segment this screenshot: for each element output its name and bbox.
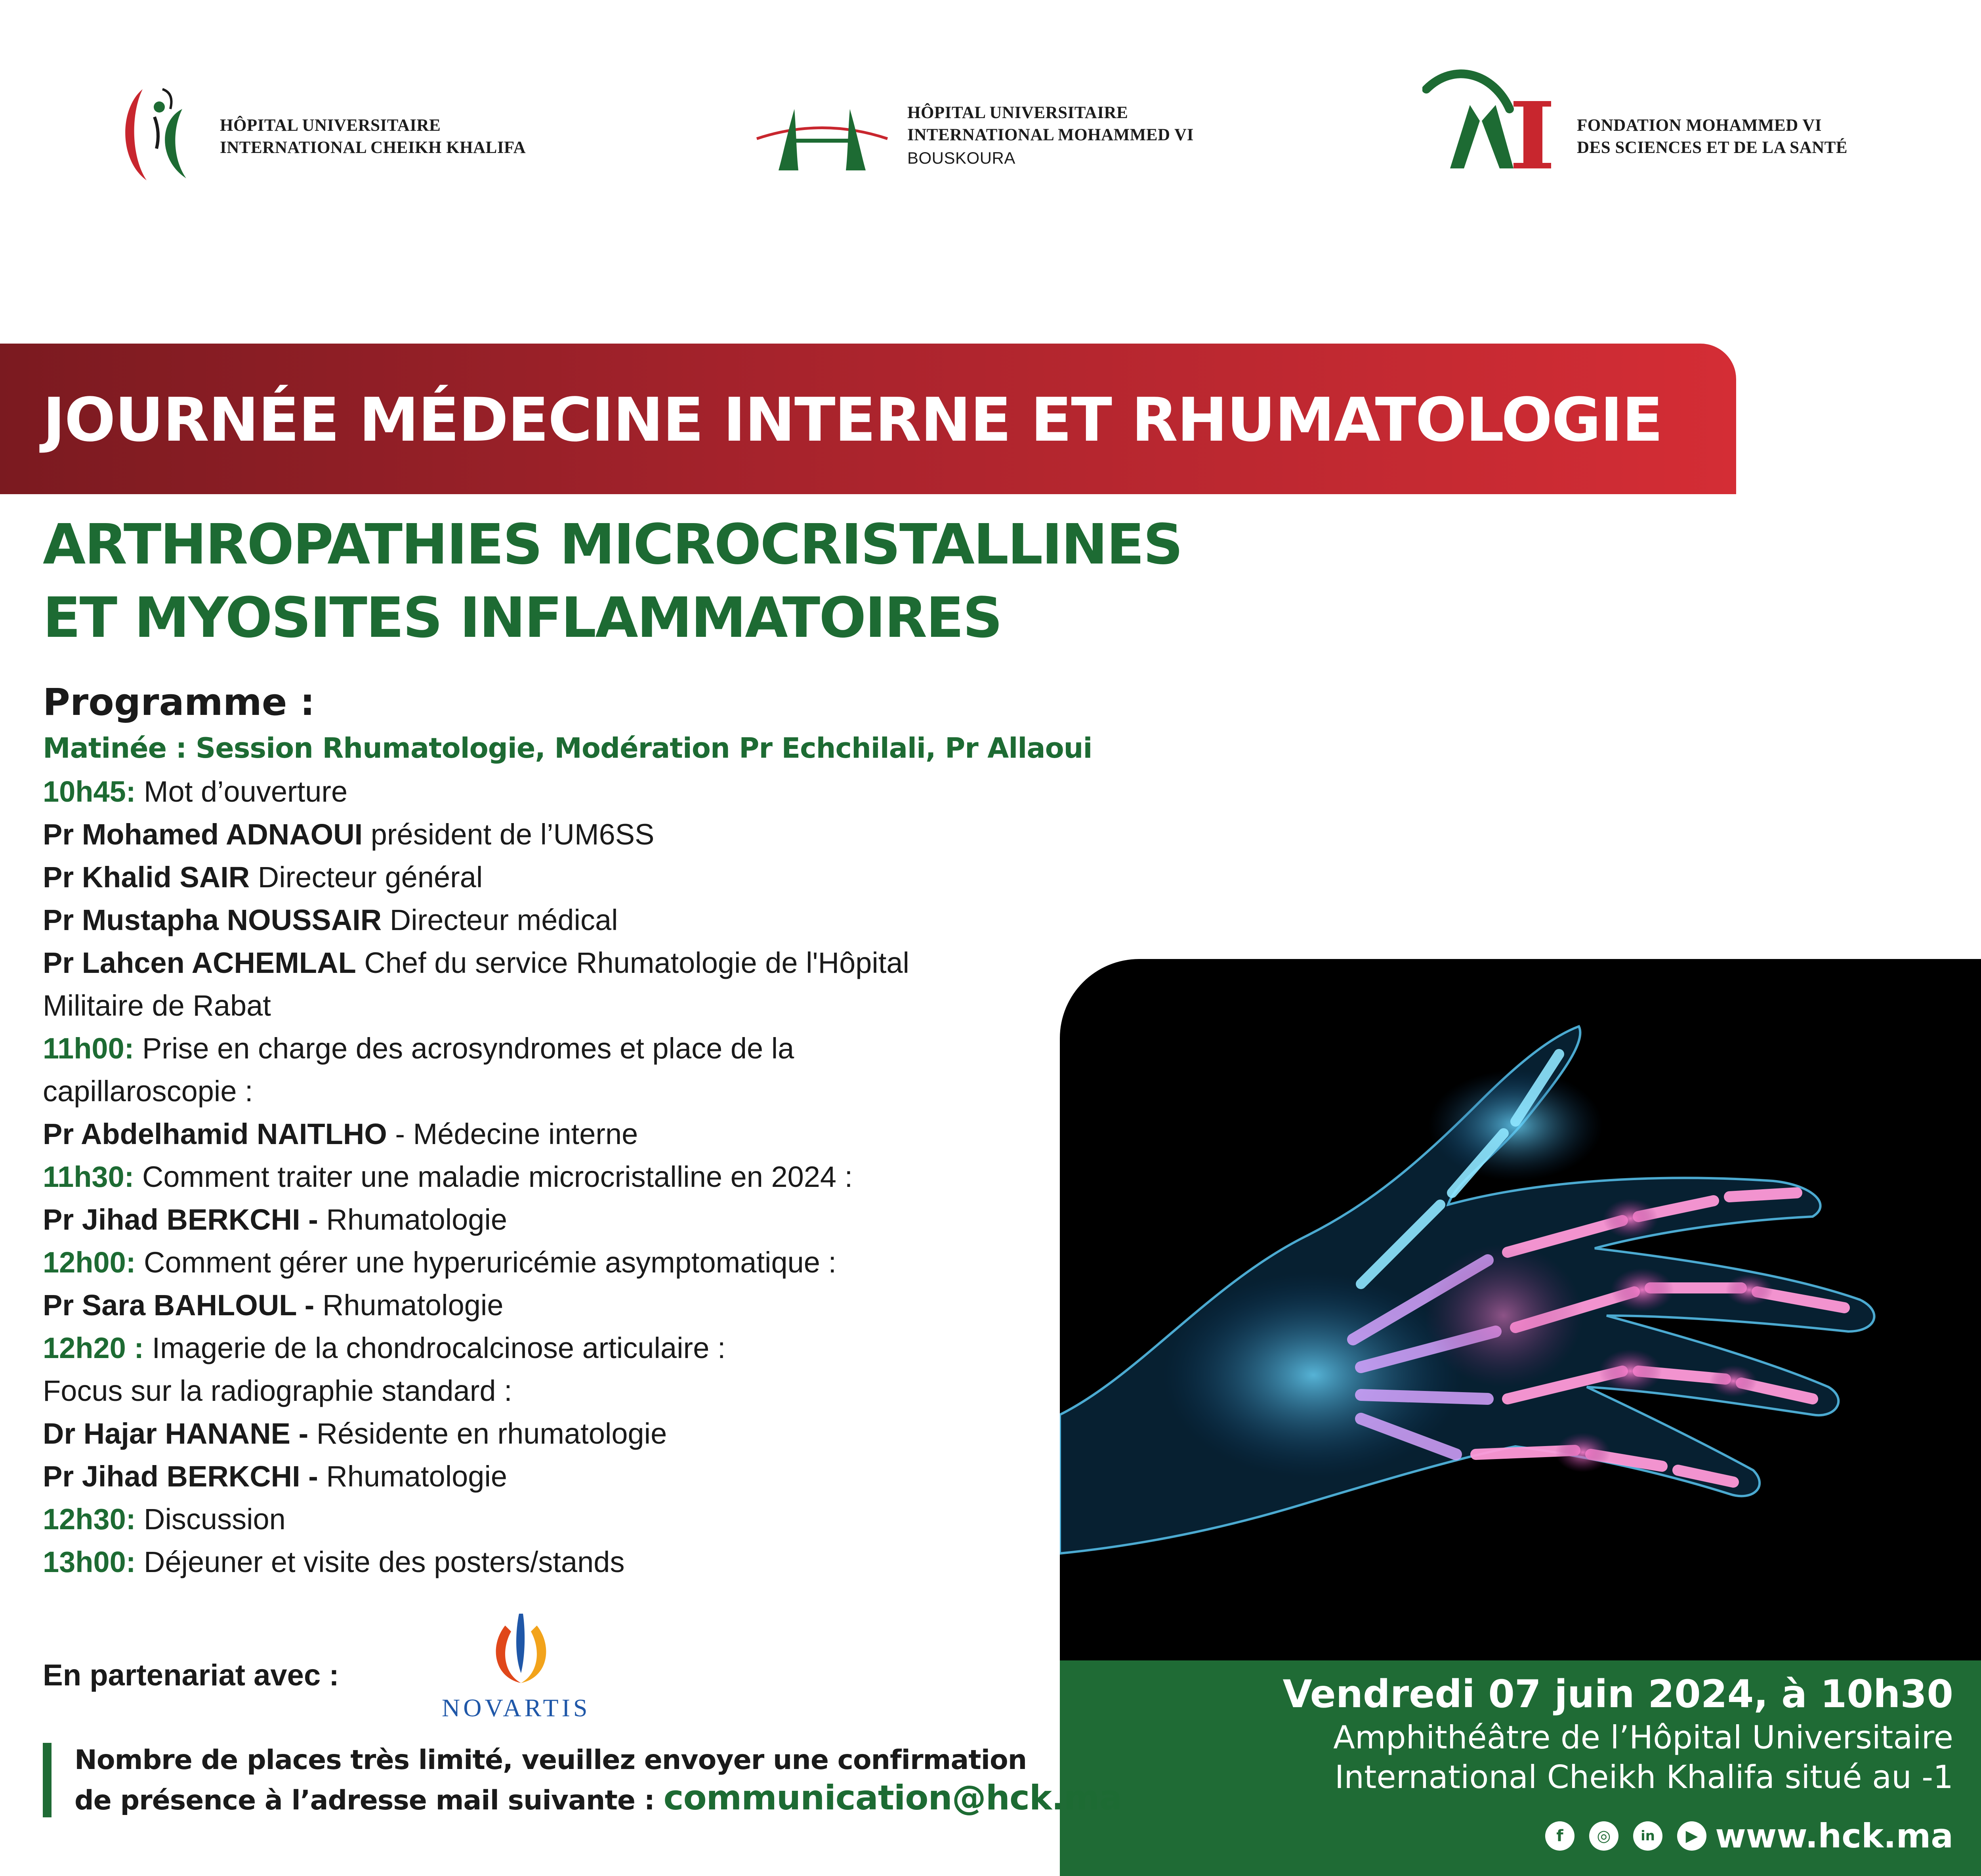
programme-time: 12h20 : (43, 1332, 144, 1364)
programme-line (43, 1328, 725, 1368)
instagram-icon[interactable]: ◎ (1589, 1821, 1618, 1851)
speaker-name: Pr Mohamed ADNAOUI (43, 818, 363, 851)
programme-line (43, 1243, 836, 1282)
programme-line (43, 1414, 667, 1454)
speaker-name: Dr Hajar HANANE - (43, 1417, 309, 1450)
programme-line (43, 1157, 853, 1197)
notice-line2-text: de présence à l’adresse mail suivante : (74, 1785, 664, 1816)
programme-text: Focus sur la radiographie standard : (43, 1374, 512, 1407)
programme-line (43, 1114, 638, 1154)
notice-line1: Nombre de places très limité, veuillez envoyer une confirmation (74, 1744, 1027, 1776)
programme-text: Déjeuner et visite des posters/stands (136, 1546, 625, 1578)
programme-time: 10h45: (43, 775, 136, 808)
hcck-logo-mark (115, 85, 206, 184)
event-venue-line1: Amphithéâtre de l’Hôpital Universitaire (1333, 1719, 1953, 1756)
programme-line (43, 1286, 504, 1325)
programme-line (43, 1500, 286, 1539)
speaker-name: Pr Jihad BERKCHI - (43, 1460, 318, 1493)
novartis-logo-mark (481, 1610, 561, 1689)
session-info: Matinée : Session Rhumatologie, Modération Pr Echchilali, Pr Allaoui (43, 732, 1092, 764)
website-link[interactable]: www.hck.ma (1715, 1817, 1953, 1855)
programme-line (43, 858, 483, 897)
programme-text: Résidente en rhumatologie (308, 1417, 667, 1450)
programme-text: Chef du service Rhumatologie de l'Hôpital (356, 946, 909, 979)
programme-line (43, 1371, 512, 1411)
fondation-logo-line1: FONDATION MOHAMMED VI (1577, 116, 1822, 135)
programme-text: Militaire de Rabat (43, 989, 271, 1022)
event-date: Vendredi 07 juin 2024, à 10h30 (1282, 1672, 1953, 1716)
programme-time: 13h00: (43, 1546, 136, 1578)
programme-text: Discussion (136, 1503, 286, 1536)
linkedin-icon[interactable]: in (1633, 1821, 1662, 1851)
partner-label: En partenariat avec : (43, 1658, 339, 1692)
facebook-icon[interactable]: f (1545, 1821, 1574, 1851)
programme-line (43, 815, 654, 854)
programme-text: Comment gérer une hyperuricémie asymptomatique : (136, 1246, 837, 1279)
programme-line (43, 900, 618, 940)
programme-text: Imagerie de la chondrocalcinose articulaire : (144, 1332, 726, 1364)
speaker-name: Pr Khalid SAIR (43, 861, 250, 894)
programme-line (43, 772, 347, 812)
programme-line (43, 986, 271, 1026)
programme-text: Rhumatologie (314, 1289, 504, 1322)
mohammed-vi-logo-line3: BOUSKOURA (907, 149, 1015, 167)
mohammed-vi-logo-line1: HÔPITAL UNIVERSITAIRE (907, 103, 1128, 122)
mohammed-vi-hospital-logo-mark (755, 101, 889, 172)
programme-line (43, 1200, 507, 1240)
notice-line2 (74, 1779, 1122, 1819)
programme-text: capillaroscopie : (43, 1075, 253, 1108)
xray-hand-image (1060, 959, 1981, 1660)
youtube-icon[interactable]: ▶ (1677, 1821, 1706, 1851)
event-subtitle-line1: ARTHROPATHIES MICROCRISTALLINES (43, 512, 1182, 577)
fondation-logo-line2: DES SCIENCES ET DE LA SANTÉ (1577, 138, 1848, 157)
event-title: JOURNÉE MÉDECINE INTERNE ET RHUMATOLOGIE (43, 385, 1662, 455)
hcck-logo-line1: HÔPITAL UNIVERSITAIRE (220, 116, 441, 135)
programme-time: 11h00: (43, 1032, 134, 1065)
speaker-name: Pr Lahcen ACHEMLAL (43, 946, 356, 979)
programme-text: Comment traiter une maladie microcristalline en 2024 : (134, 1160, 853, 1193)
programme-text: Mot d’ouverture (136, 775, 348, 808)
programme-text: Rhumatologie (318, 1460, 508, 1493)
programme-line (43, 1542, 624, 1582)
programme-line (43, 1072, 253, 1111)
programme-text: Rhumatologie (318, 1203, 508, 1236)
programme-text: - Médecine interne (387, 1118, 638, 1150)
programme-text: Directeur général (250, 861, 483, 894)
programme-line (43, 943, 909, 983)
programme-line (43, 1029, 794, 1068)
programme-time: 12h00: (43, 1246, 136, 1279)
speaker-name: Pr Mustapha NOUSSAIR (43, 904, 382, 936)
programme-text: Prise en charge des acrosyndromes et place de la (134, 1032, 794, 1065)
speaker-name: Pr Jihad BERKCHI - (43, 1203, 318, 1236)
novartis-logo-word: NOVARTIS (442, 1694, 591, 1722)
mohammed-vi-logo-line2: INTERNATIONAL MOHAMMED VI (907, 126, 1194, 144)
hcck-logo-line2: INTERNATIONAL CHEIKH KHALIFA (220, 138, 526, 157)
programme-text: Directeur médical (382, 904, 618, 936)
programme-time: 12h30: (43, 1503, 136, 1536)
event-venue-line2: International Cheikh Khalifa situé au -1 (1334, 1759, 1953, 1796)
contact-email-link[interactable]: communication@hck.ma (663, 1778, 1122, 1818)
speaker-name: Pr Abdelhamid NAITLHO (43, 1118, 387, 1150)
speaker-name: Pr Sara BAHLOUL - (43, 1289, 315, 1322)
programme-text: président de l’UM6SS (363, 818, 655, 851)
fondation-logo-mark (1422, 65, 1565, 172)
event-subtitle-line2: ET MYOSITES INFLAMMATOIRES (43, 586, 1002, 650)
notice-accent-bar (43, 1743, 52, 1817)
programme-line (43, 1457, 507, 1496)
programme-heading: Programme : (43, 681, 315, 724)
programme-time: 11h30: (43, 1160, 134, 1193)
